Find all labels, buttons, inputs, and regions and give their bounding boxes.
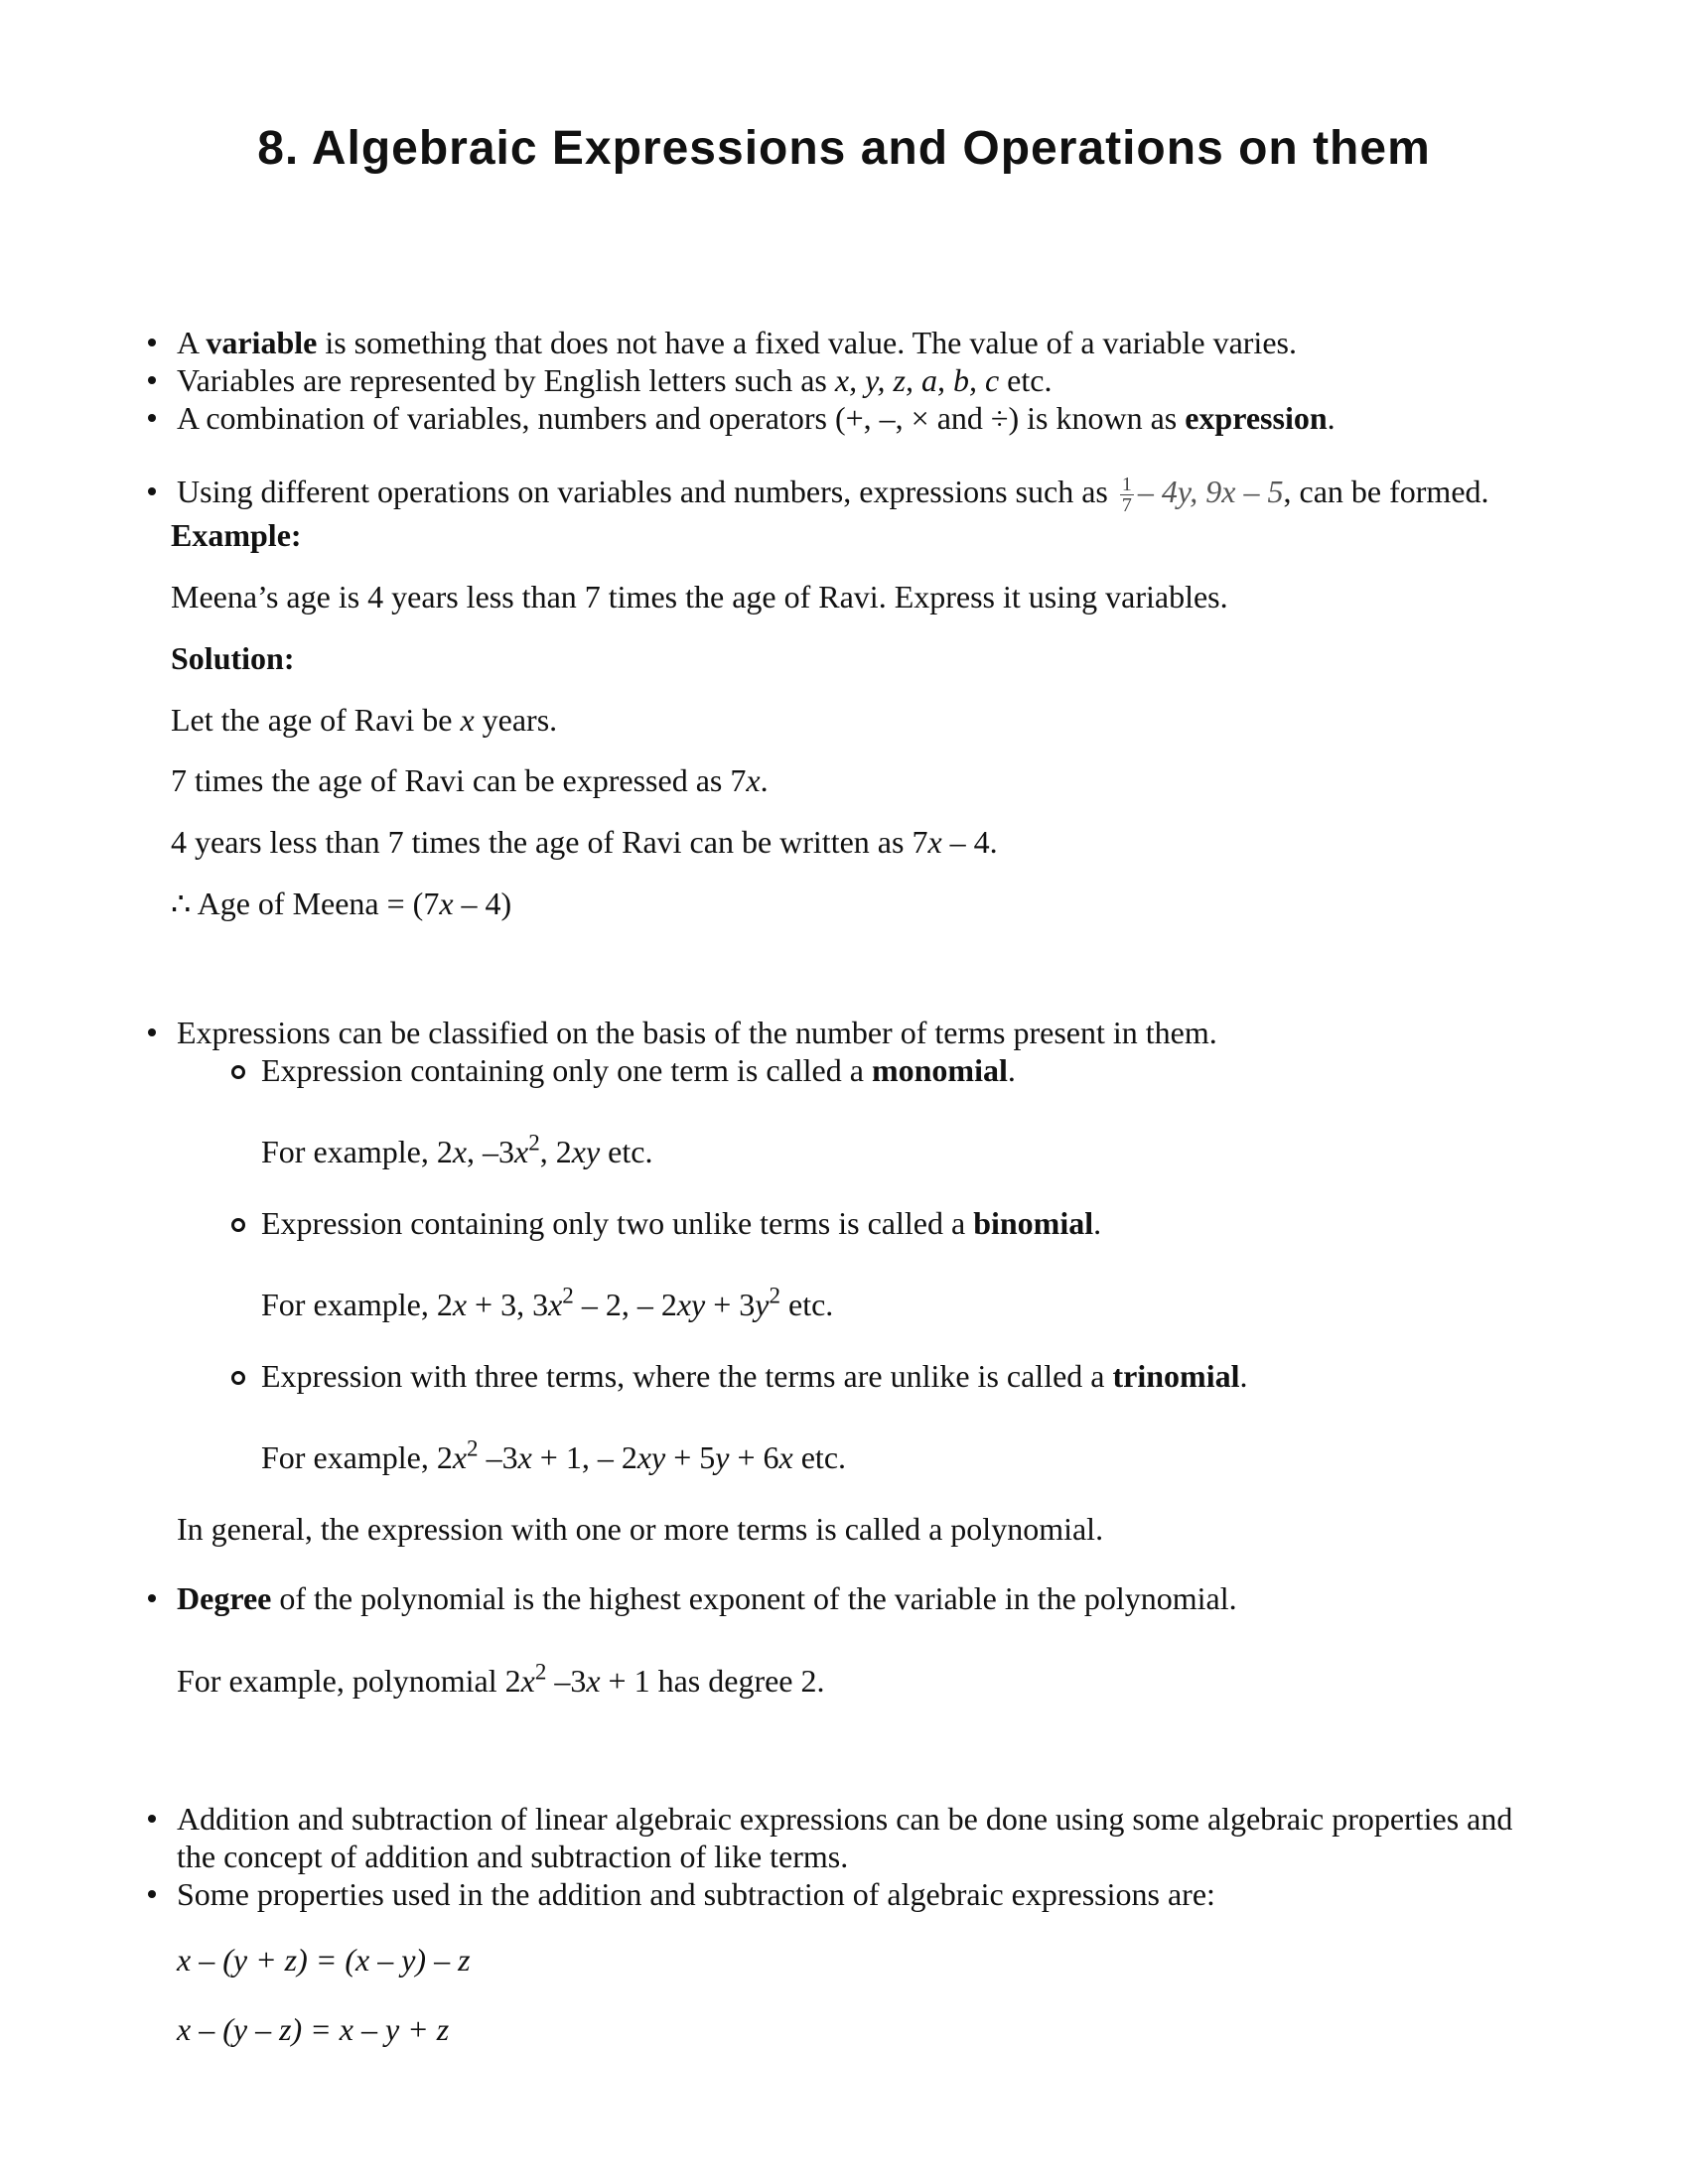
exponent: 2	[562, 1282, 574, 1308]
text-segment: .	[1093, 1205, 1102, 1241]
text-segment: , can be formed.	[1283, 474, 1489, 509]
text-segment: For example, 2	[261, 1287, 453, 1322]
exponent: 2	[769, 1282, 780, 1308]
text-segment: etc.	[600, 1134, 653, 1169]
exponent: 2	[467, 1434, 479, 1461]
text-segment: + 6	[729, 1439, 779, 1475]
fraction-numerator: 1	[1121, 474, 1132, 495]
solution-line	[171, 761, 769, 799]
text-segment: + 5	[665, 1439, 716, 1475]
text-segment: For example, 2	[261, 1134, 453, 1169]
solution-line	[171, 885, 511, 922]
page-title: 8. Algebraic Expressions and Operations on them	[257, 122, 1431, 175]
text-segment: A combination of variables, numbers and operators (+, –, × and ÷) is known as	[177, 400, 1186, 436]
var: xy	[571, 1134, 601, 1169]
text-segment: 4 years less than 7 times the age of Ravi can be written as 7	[171, 824, 928, 860]
var: x	[520, 1663, 535, 1699]
sub-bullet-trinomial	[261, 1357, 1247, 1395]
term-variable: variable	[206, 325, 318, 360]
property-1: x – (y + z) = (x – y) – z	[177, 1942, 471, 1978]
bullet-degree	[177, 1579, 1237, 1617]
example-question: Meena’s age is 4 years less than 7 times the age of Ravi. Express it using variables.	[171, 579, 1228, 614]
text-segment: etc.	[999, 362, 1053, 398]
fraction	[1120, 475, 1134, 515]
text-segment: .	[1327, 400, 1336, 436]
solution-line	[171, 701, 557, 739]
var: x	[927, 824, 942, 860]
var: x	[548, 1287, 563, 1322]
exponent: 2	[528, 1129, 540, 1156]
text-segment: etc.	[779, 1287, 834, 1322]
text-segment: .	[1239, 1358, 1248, 1394]
sub-bullet-monomial	[261, 1051, 1016, 1089]
trinomial-example	[261, 1434, 847, 1476]
var: x	[460, 702, 475, 738]
text-segment: Expression containing only two unlike terms is called a	[261, 1205, 974, 1241]
var: x	[439, 886, 454, 921]
text-segment: – 4.	[941, 824, 998, 860]
bullet-variable	[177, 324, 1297, 361]
binomial-example	[261, 1282, 834, 1323]
term-expression: expression	[1185, 400, 1328, 436]
text-segment: + 3, 3	[467, 1287, 549, 1322]
text-segment: Expression with three terms, where the terms are unlike is called a	[261, 1358, 1113, 1394]
text-segment: Variables are represented by English letters such as	[177, 362, 835, 398]
text-segment: 7 times the age of Ravi can be expressed as 7	[171, 762, 747, 798]
text-segment: of the polynomial is the highest exponent of the variable in the polynomial.	[271, 1580, 1237, 1616]
text-segment: + 1 has degree 2.	[600, 1663, 825, 1699]
degree-example	[177, 1658, 825, 1700]
math-expression: – 4y, 9x – 5	[1137, 474, 1284, 509]
example-heading	[171, 516, 302, 554]
var: y	[755, 1287, 770, 1322]
term-binomial: binomial	[973, 1205, 1094, 1241]
text-segment: + 1, – 2	[531, 1439, 637, 1475]
text-segment: is something that does not have a fixed value. The value of a variable varies.	[317, 325, 1297, 360]
var: y	[715, 1439, 730, 1475]
bullet-properties: Some properties used in the addition and subtraction of algebraic expressions are:	[177, 1876, 1215, 1912]
var: x	[517, 1439, 532, 1475]
fraction-denominator: 7	[1121, 494, 1132, 516]
text-segment: , –3	[467, 1134, 515, 1169]
text-segment: – 4)	[453, 886, 512, 921]
term-degree: Degree	[177, 1580, 272, 1616]
bullet-addition-subtraction: Addition and subtraction of linear algebraic expressions can be done using some algebraic properties and	[177, 1801, 1513, 1837]
var: x	[452, 1134, 468, 1169]
example-heading-text: Example:	[171, 517, 302, 553]
bullet-operations	[177, 473, 1489, 515]
text-segment: – 2, – 2	[573, 1287, 677, 1322]
text-segment: –3	[478, 1439, 518, 1475]
term-monomial: monomial	[871, 1052, 1008, 1088]
text-segment: –3	[546, 1663, 587, 1699]
text-segment: + 3	[705, 1287, 756, 1322]
letters: x, y, z, a, b, c	[834, 362, 1000, 398]
var: x	[778, 1439, 793, 1475]
solution-heading-text: Solution:	[171, 640, 295, 676]
text-segment: Using different operations on variables and numbers, expressions such as	[177, 474, 1116, 509]
text-segment: .	[1007, 1052, 1016, 1088]
monomial-example	[261, 1129, 653, 1170]
var: xy	[636, 1439, 666, 1475]
text-segment: , 2	[539, 1134, 572, 1169]
polynomial-definition: In general, the expression with one or more terms is called a polynomial.	[177, 1511, 1104, 1547]
text-segment: For example, polynomial 2	[177, 1663, 521, 1699]
text-segment: Expression containing only one term is called a	[261, 1052, 872, 1088]
text-segment: etc.	[792, 1439, 847, 1475]
text-segment: .	[760, 762, 769, 798]
text-segment: For example, 2	[261, 1439, 453, 1475]
solution-heading	[171, 639, 294, 677]
var: x	[586, 1663, 601, 1699]
var: x	[746, 762, 761, 798]
solution-line	[171, 823, 998, 861]
var: x	[452, 1287, 468, 1322]
property-2: x – (y – z) = x – y + z	[177, 2011, 450, 2047]
text-segment: A	[177, 325, 207, 360]
text-segment: ∴ Age of Meena = (7	[171, 886, 440, 921]
bullet-expression	[177, 399, 1336, 437]
sub-bullet-binomial	[261, 1204, 1101, 1242]
var: xy	[676, 1287, 706, 1322]
bullet-continuation: the concept of addition and subtraction of like terms.	[177, 1839, 849, 1874]
text-segment: Let the age of Ravi be	[171, 702, 461, 738]
text-segment: years.	[474, 702, 558, 738]
exponent: 2	[534, 1658, 547, 1685]
bullet-variable-letters	[177, 361, 1052, 399]
var: x	[452, 1439, 468, 1475]
term-trinomial: trinomial	[1112, 1358, 1240, 1394]
bullet-classification: Expressions can be classified on the basis of the number of terms present in them.	[177, 1015, 1217, 1050]
var: x	[514, 1134, 529, 1169]
